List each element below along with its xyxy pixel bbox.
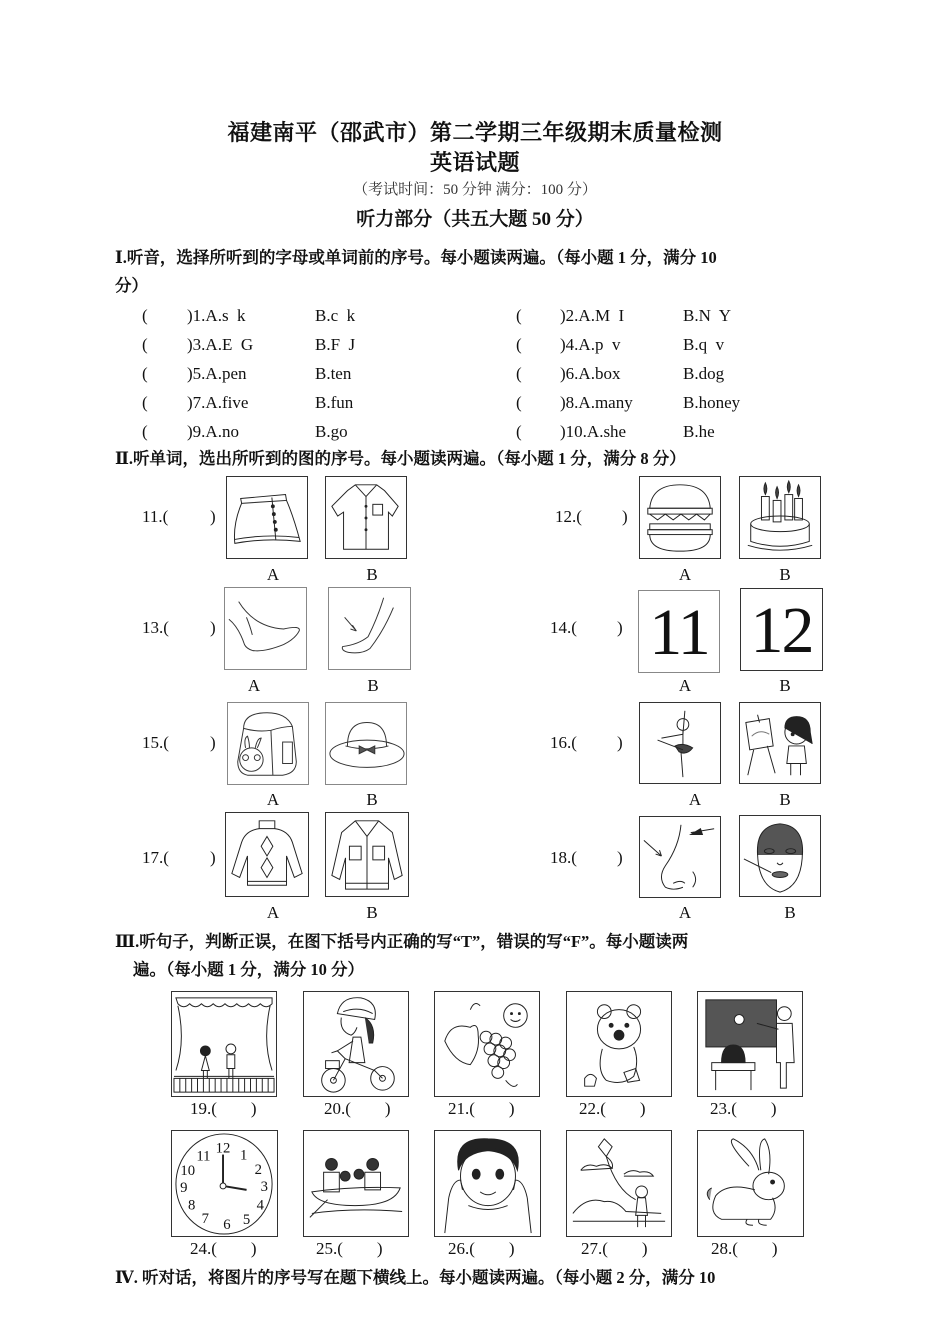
question-12-blank[interactable]: ) [622, 507, 628, 526]
option-a-label: A [266, 903, 280, 922]
option-b: B.dog [683, 364, 725, 383]
question-22-caption[interactable]: 22.( ) [579, 1099, 646, 1118]
clock-number-12: 12 [215, 1140, 231, 1157]
option-a: )6.A.box [560, 364, 621, 383]
question-11-number: 11.( [142, 507, 169, 526]
option-b: B.N Y [683, 306, 732, 325]
question-13-number: 13.( [142, 618, 169, 637]
leg-icon [328, 587, 411, 670]
shirt-icon [325, 476, 407, 559]
question-14-blank[interactable]: ) [617, 618, 623, 637]
dancing-girl-icon [639, 702, 721, 784]
option-b: B.F J [315, 335, 356, 354]
part1-instruction-line2: 分） [115, 276, 148, 295]
part3-instruction [115, 928, 845, 984]
answer-blank[interactable]: ( [516, 393, 522, 412]
option-a-label: A [247, 676, 261, 695]
question-15-blank[interactable]: ) [210, 733, 216, 752]
option-a-label: A [678, 565, 692, 584]
answer-blank[interactable]: ( [142, 306, 148, 325]
sweater-icon [225, 812, 309, 897]
grapes-icon [434, 991, 540, 1097]
answer-blank[interactable]: ( [516, 422, 522, 441]
option-a: )9.A.no [187, 422, 239, 441]
option-b-label: B [779, 790, 791, 809]
option-a: )3.A.E G [187, 335, 254, 354]
option-a: )7.A.five [187, 393, 249, 412]
option-b-label: B [779, 676, 791, 695]
jacket-icon [325, 812, 409, 897]
question-23-caption[interactable]: 23.( ) [710, 1099, 777, 1118]
hamburger-icon [639, 476, 721, 559]
question-21-caption[interactable]: 21.( ) [448, 1099, 515, 1118]
question-20-caption[interactable]: 20.( ) [324, 1099, 391, 1118]
clock-number-10: 10 [180, 1163, 196, 1180]
question-17-blank[interactable]: ) [210, 848, 216, 867]
clock-number-3: 3 [260, 1178, 268, 1195]
question-16-number: 16.( [550, 733, 577, 752]
option-a: )4.A.p v [560, 335, 621, 354]
option-b: B.go [315, 422, 348, 441]
kite-icon [566, 1130, 672, 1237]
option-b-label: B [367, 676, 379, 695]
option-b-label: B [366, 903, 378, 922]
option-b: B.c k [315, 306, 356, 325]
question-18-number: 18.( [550, 848, 577, 867]
question-26-caption[interactable]: 26.( ) [448, 1239, 515, 1258]
option-b: B.he [683, 422, 715, 441]
clock-number-1: 1 [239, 1147, 248, 1164]
family-boat-icon [303, 1130, 409, 1237]
clock-number-8: 8 [187, 1197, 196, 1214]
number-11-card: 11 [638, 590, 720, 673]
option-a-label: A [688, 790, 702, 809]
answer-blank[interactable]: ( [142, 335, 148, 354]
question-16-blank[interactable]: ) [617, 733, 623, 752]
girl-riding-bike-icon [303, 991, 409, 1097]
option-b: B.ten [315, 364, 352, 383]
clock-number-7: 7 [201, 1211, 210, 1228]
question-27-caption[interactable]: 27.( ) [581, 1239, 648, 1258]
part2-instruction: Ⅱ.听单词，选出所听到的图的序号。每小题读两遍。（每小题 1 分，满分 8 分） [115, 449, 686, 468]
option-a: )5.A.pen [187, 364, 247, 383]
question-14-number: 14.( [550, 618, 577, 637]
stage-performance-icon [171, 991, 277, 1097]
question-18-blank[interactable]: ) [617, 848, 623, 867]
section-title: 听力部分（共五大题 50 分） [356, 209, 594, 230]
part3-instruction-line2: 遍。（每小题 1 分，满分 10 分） [133, 960, 364, 979]
birthday-cake-icon [739, 476, 821, 559]
option-a: )2.A.M I [560, 306, 625, 325]
part1-instruction-line1: Ⅰ.听音，选择所听到的字母或单词前的序号。每小题读两遍。（每小题 1 分，满分 10 [115, 248, 717, 267]
question-13-blank[interactable]: ) [210, 618, 216, 637]
document-title: 福建南平（邵武市）第二学期三年级期末质量检测 [227, 120, 723, 145]
part1-instruction [115, 244, 845, 300]
clock-icon [171, 1130, 278, 1237]
question-28-caption[interactable]: 28.( ) [711, 1239, 778, 1258]
foot-icon [224, 587, 307, 670]
answer-blank[interactable]: ( [142, 393, 148, 412]
option-b-label: B [779, 565, 791, 584]
option-b-label: B [784, 903, 796, 922]
option-a-label: A [266, 565, 280, 584]
option-a: )8.A.many [560, 393, 633, 412]
option-a-label: A [678, 676, 692, 695]
document-subtitle: 英语试题 [429, 150, 520, 175]
answer-blank[interactable]: ( [142, 364, 148, 383]
mouth-icon [739, 815, 821, 897]
question-24-caption[interactable]: 24.( ) [190, 1239, 257, 1258]
option-a-label: A [678, 903, 692, 922]
clock-number-11: 11 [196, 1148, 211, 1165]
schoolbag-icon [227, 702, 309, 785]
question-19-caption[interactable]: 19.( ) [190, 1099, 257, 1118]
option-b: B.q v [683, 335, 725, 354]
answer-blank[interactable]: ( [516, 306, 522, 325]
option-b-label: B [366, 565, 378, 584]
boy-ears-icon [434, 1130, 541, 1237]
painting-girl-icon [739, 702, 821, 784]
teacher-classroom-icon [697, 991, 803, 1097]
number-12-card: 12 [740, 588, 823, 671]
answer-blank[interactable]: ( [142, 422, 148, 441]
clock-number-6: 6 [223, 1217, 231, 1234]
clock-number-5: 5 [242, 1212, 251, 1229]
answer-blank[interactable]: ( [516, 364, 522, 383]
skirt-icon [226, 476, 308, 559]
hat-icon [325, 702, 407, 785]
question-17-number: 17.( [142, 848, 169, 867]
teddy-bear-icon [566, 991, 672, 1097]
nose-icon [639, 816, 721, 898]
exam-info: （考试时间：50 分钟 满分：100 分） [353, 182, 597, 198]
answer-blank[interactable]: ( [516, 335, 522, 354]
question-12-number: 12.( [555, 507, 582, 526]
part3-instruction-line1: Ⅲ.听句子，判断正误，在图下括号内正确的写“T”，错误的写“F”。每小题读两 [115, 932, 689, 951]
question-11-blank[interactable]: ) [210, 507, 216, 526]
question-25-caption[interactable]: 25.( ) [316, 1239, 383, 1258]
option-a-label: A [266, 790, 280, 809]
option-b: B.fun [315, 393, 354, 412]
option-b-label: B [366, 790, 378, 809]
part4-instruction: Ⅳ. 听对话，将图片的序号写在题下横线上。每小题读两遍。（每小题 2 分，满分 10 [115, 1268, 716, 1287]
option-a: )10.A.she [560, 422, 627, 441]
question-15-number: 15.( [142, 733, 169, 752]
option-a: )1.A.s k [187, 306, 246, 325]
option-b: B.honey [683, 393, 741, 412]
clock-number-9: 9 [180, 1179, 188, 1196]
rabbit-icon [697, 1130, 804, 1237]
clock-number-4: 4 [256, 1197, 264, 1214]
clock-number-2: 2 [254, 1162, 263, 1179]
